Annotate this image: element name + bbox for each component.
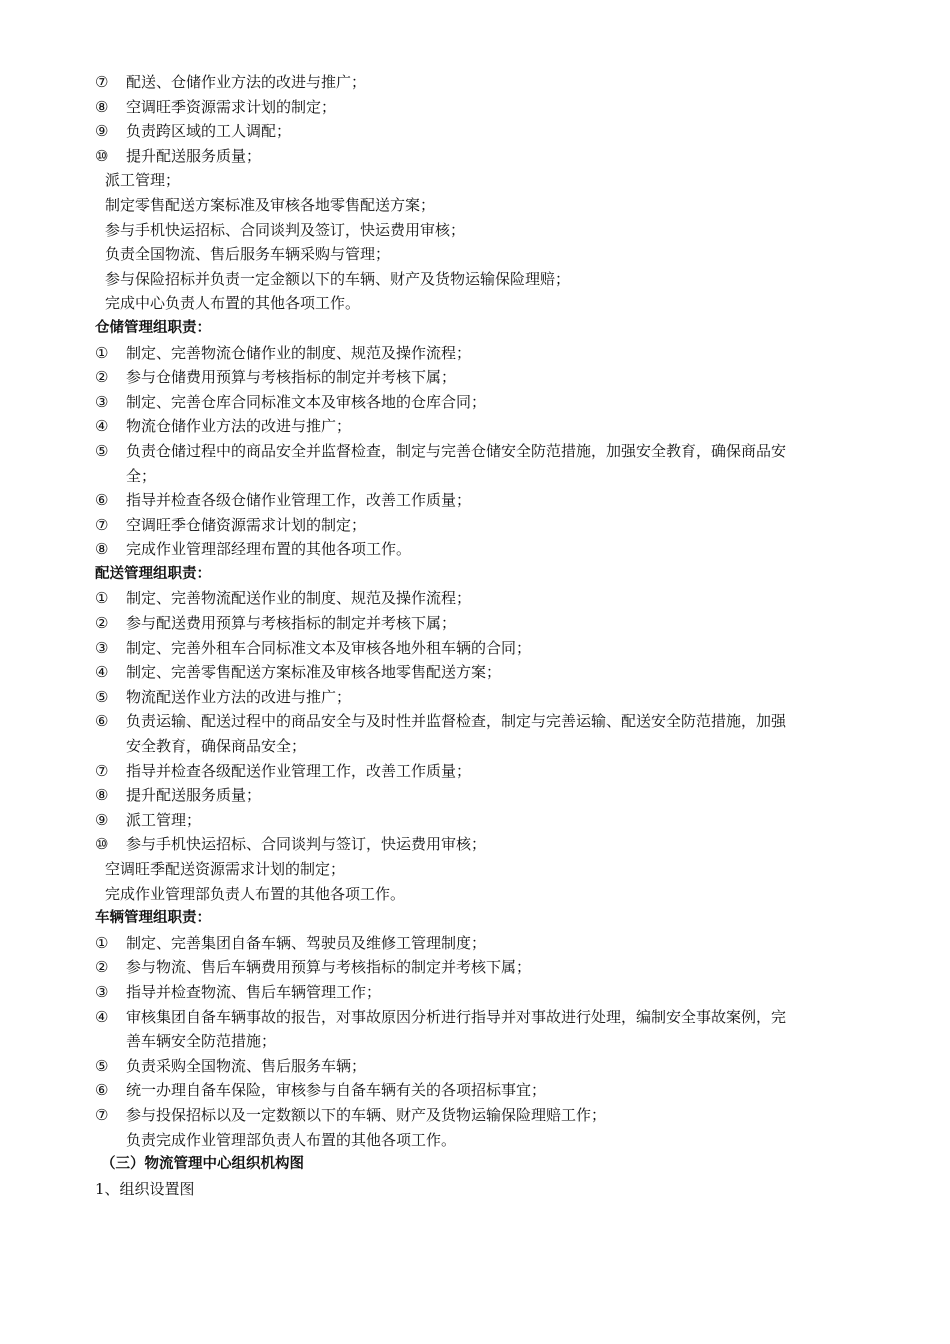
list-item xyxy=(0,611,950,636)
list-item-text: 提升配送服务质量； xyxy=(126,786,262,805)
list-item-text: 制定、完善外租车合同标准文本及审核各地外租车辆的合同； xyxy=(126,638,532,657)
section-heading: 配送管理组职责： xyxy=(95,565,211,582)
document-page xyxy=(0,70,950,1201)
list-item-text: 制定、完善物流仓储作业的制度、规范及操作流程； xyxy=(126,343,472,362)
list-item-number: ⑤ xyxy=(95,441,109,460)
subsection-title-row xyxy=(0,1177,950,1202)
list-item xyxy=(0,439,950,464)
list-item-text: 物流配送作业方法的改进与推广； xyxy=(126,687,352,706)
list-item xyxy=(0,390,950,415)
list-item-text: 指导并检查各级配送作业管理工作，改善工作质量； xyxy=(126,761,472,780)
list-item-text: 参与手机快运招标、合同谈判与签订，快运费用审核； xyxy=(126,835,487,854)
list-item-number: ③ xyxy=(95,638,109,657)
list-item-text: 物流仓储作业方法的改进与推广； xyxy=(126,417,352,436)
list-item-continuation: 善车辆安全防范措施； xyxy=(126,1032,277,1051)
list-item-text: 负责采购全国物流、售后服务车辆； xyxy=(126,1056,367,1075)
list-item-continuation-row xyxy=(0,734,950,759)
list-item-text: 参与仓储费用预算与考核指标的制定并考核下属； xyxy=(126,368,457,387)
list-item xyxy=(0,931,950,956)
text-line-row xyxy=(0,882,950,907)
list-item-number: ⑩ xyxy=(95,835,109,854)
list-item-text: 制定、完善物流配送作业的制度、规范及操作流程； xyxy=(126,589,472,608)
list-item xyxy=(0,783,950,808)
list-item xyxy=(0,414,950,439)
text-line-row xyxy=(0,857,950,882)
list-item xyxy=(0,119,950,144)
list-item-text: 配送、仓储作业方法的改进与推广； xyxy=(126,73,367,91)
list-item-text: 完成作业管理部经理布置的其他各项工作。 xyxy=(126,540,412,559)
text-line-row xyxy=(0,242,950,267)
list-item xyxy=(0,95,950,120)
section-heading: 车辆管理组职责： xyxy=(95,910,211,927)
list-item xyxy=(0,365,950,390)
list-item-number: ⑦ xyxy=(95,515,109,534)
chapter-heading: （三）物流管理中心组织机构图 xyxy=(101,1156,304,1173)
list-item xyxy=(0,636,950,661)
list-item-number: ② xyxy=(95,958,109,977)
section-heading-row xyxy=(0,316,950,341)
list-item-text: 指导并检查物流、售后车辆管理工作； xyxy=(126,982,382,1001)
list-item xyxy=(0,660,950,685)
list-item xyxy=(0,685,950,710)
list-item-number: ⑤ xyxy=(95,687,109,706)
list-item-number: ⑥ xyxy=(95,491,109,510)
list-item-text: 参与物流、售后车辆费用预算与考核指标的制定并考核下属； xyxy=(126,958,532,977)
list-item-number: ④ xyxy=(95,417,109,436)
list-item xyxy=(0,341,950,366)
text-line: 完成作业管理部负责人布置的其他各项工作。 xyxy=(105,884,406,903)
text-line-row xyxy=(0,193,950,218)
list-item-number: ② xyxy=(95,614,109,633)
list-item-number: ⑤ xyxy=(95,1056,109,1075)
list-item xyxy=(0,980,950,1005)
list-item-number: ⑦ xyxy=(95,1105,109,1124)
list-item xyxy=(0,1054,950,1079)
list-item-text: 指导并检查各级仓储作业管理工作，改善工作质量； xyxy=(126,491,472,510)
list-item-continuation-row xyxy=(0,464,950,489)
list-item xyxy=(0,709,950,734)
list-item xyxy=(0,70,950,95)
list-item-text: 提升配送服务质量； xyxy=(126,146,262,165)
list-item-text: 审核集团自备车辆事故的报告，对事故原因分析进行指导并对事故进行处理，编制安全事故案例，完 xyxy=(126,1007,787,1026)
text-line: 制定零售配送方案标准及审核各地零售配送方案； xyxy=(105,195,436,214)
list-item xyxy=(0,1078,950,1103)
list-item-text: 制定、完善仓库合同标准文本及审核各地的仓库合同； xyxy=(126,392,487,411)
list-item xyxy=(0,1103,950,1128)
list-item-number: ⑥ xyxy=(95,1081,109,1100)
list-item-number: ⑩ xyxy=(95,146,109,165)
list-item-continuation-row xyxy=(0,1128,950,1153)
text-line: 参与保险招标并负责一定金额以下的车辆、财产及货物运输保险理赔； xyxy=(105,269,571,288)
text-line: 负责全国物流、售后服务车辆采购与管理； xyxy=(105,245,391,264)
list-item-text: 空调旺季资源需求计划的制定； xyxy=(126,97,337,116)
list-item xyxy=(0,1005,950,1030)
section-heading-row xyxy=(0,906,950,931)
list-item-text: 制定、完善零售配送方案标准及审核各地零售配送方案； xyxy=(126,663,502,682)
list-item-text: 负责运输、配送过程中的商品安全与及时性并监督检查，制定与完善运输、配送安全防范措施，加强 xyxy=(126,712,787,731)
list-item-number: ① xyxy=(95,343,109,362)
list-item-number: ⑦ xyxy=(95,761,109,780)
list-item xyxy=(0,537,950,562)
text-line-row xyxy=(0,291,950,316)
text-line-row xyxy=(0,218,950,243)
list-item xyxy=(0,513,950,538)
text-line-row xyxy=(0,168,950,193)
list-item-number: ② xyxy=(95,368,109,387)
section-heading: 仓储管理组职责： xyxy=(95,319,211,336)
text-line-row xyxy=(0,267,950,292)
section-heading-row xyxy=(0,562,950,587)
list-item-number: ⑨ xyxy=(95,122,109,141)
list-item-number: ⑧ xyxy=(95,786,109,805)
list-item-number: ④ xyxy=(95,663,109,682)
list-item xyxy=(0,832,950,857)
subsection-title: 1、组织设置图 xyxy=(95,1179,195,1198)
list-item-number: ① xyxy=(95,589,109,608)
list-item-continuation-row xyxy=(0,1029,950,1054)
list-item xyxy=(0,759,950,784)
list-item-number: ⑦ xyxy=(95,73,109,91)
list-item xyxy=(0,488,950,513)
list-item-number: ⑧ xyxy=(95,97,109,116)
list-item xyxy=(0,586,950,611)
list-item xyxy=(0,808,950,833)
list-item-number: ③ xyxy=(95,982,109,1001)
list-item-text: 统一办理自备车保险，审核参与自备车辆有关的各项招标事宜； xyxy=(126,1081,547,1100)
list-item-number: ③ xyxy=(95,392,109,411)
text-line: 完成中心负责人布置的其他各项工作。 xyxy=(105,294,361,313)
chapter-heading-row xyxy=(0,1152,950,1177)
list-item-number: ⑧ xyxy=(95,540,109,559)
text-line: 空调旺季配送资源需求计划的制定； xyxy=(105,860,346,878)
list-item xyxy=(0,955,950,980)
list-item-text: 制定、完善集团自备车辆、驾驶员及维修工管理制度； xyxy=(126,933,487,952)
list-item-continuation: 负责完成作业管理部负责人布置的其他各项工作。 xyxy=(126,1130,457,1149)
list-item-text: 参与投保招标以及一定数额以下的车辆、财产及货物运输保险理赔工作； xyxy=(126,1105,607,1124)
list-item-text: 负责跨区域的工人调配； xyxy=(126,122,292,141)
list-item-text: 空调旺季仓储资源需求计划的制定； xyxy=(126,515,367,534)
list-item-continuation: 全； xyxy=(126,466,157,485)
list-item-number: ④ xyxy=(95,1007,109,1026)
list-item-number: ① xyxy=(95,933,109,952)
list-item-number: ⑥ xyxy=(95,712,109,731)
list-item xyxy=(0,144,950,169)
text-line: 参与手机快运招标、合同谈判及签订，快运费用审核； xyxy=(105,220,466,239)
list-item-number: ⑨ xyxy=(95,810,109,829)
text-line: 派工管理； xyxy=(105,171,181,190)
list-item-text: 参与配送费用预算与考核指标的制定并考核下属； xyxy=(126,614,457,633)
list-item-text: 负责仓储过程中的商品安全并监督检查，制定与完善仓储安全防范措施，加强安全教育，确保商品安 xyxy=(126,441,787,460)
list-item-continuation: 安全教育，确保商品安全； xyxy=(126,737,307,756)
list-item-text: 派工管理； xyxy=(126,810,202,829)
